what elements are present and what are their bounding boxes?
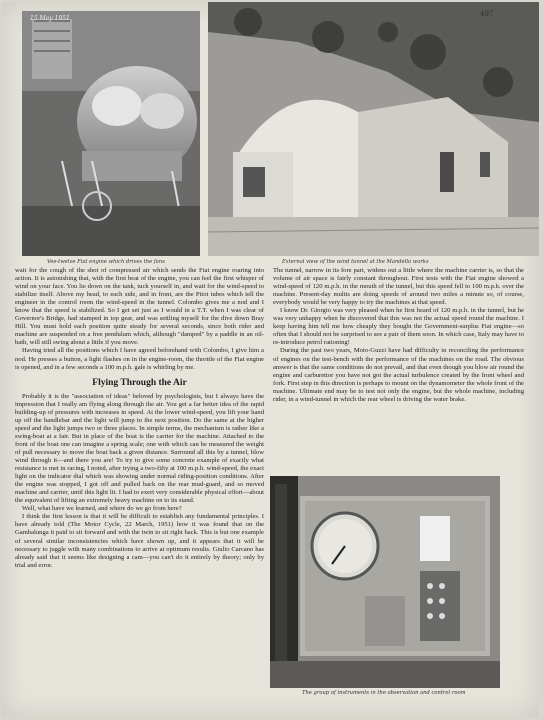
page-number: 497 <box>480 10 494 18</box>
paragraph: The tunnel, narrow in its fore part, widens out a little where the machine carrier is, so that the volume of air space is fairly constant throughout. First tests with the Fiat engine showed a wind-speed of 120 m.p.h. in the mouth of the tunnel, but this speed fell to 100 m.p.h. over the machine. Present-day multis are doing speeds of around two miles a minute so, of course, everybody would be very happy to try the machines at that speed. <box>273 267 524 307</box>
paragraph: Having tried all the positions which I have agreed beforehand with Colombo, I give him a nod. He presses a button, a light flashes on in the engine-room, the throttle of the Fiat engine is opened, and in a few seconds a 100 m.p.h. gale is whirling by me. <box>15 347 264 371</box>
date-stamp: 15 May 1951 <box>30 15 70 22</box>
instruments-illustration <box>270 476 500 688</box>
paragraph: Well, what have we learned, and where do we go from here? <box>22 505 182 513</box>
tunnel-caption: External view of the wind tunnel at the Mandello works <box>282 259 429 265</box>
left-column <box>15 267 264 570</box>
paragraph: wait for the cough of the shot of compressed air which sends the Fiat engine roaring into action. It is astonishing that, with the first beat of the engine, you can feel the first whisper of wind on your face. You lie down on the tank, tuck yourself in, and wait for the wind-speed to stabilize itself. Above my head, to each side, and in front, are the Pitot tubes which tell the engineer in the control room the wind-speed in the tunnel. Colombo gives me a nod and I know that the speed is stabilized. So I get set just as I would in a T.T. when I was clear of Governor's Bridge, had stamped in top gear, and was settling myself for the dive down Bray Hill. You must hold each position quite steady for several seconds, since both rider and machine are suspended on a free pendulum which, although "damped" by a paddle in an oil-bath, will still swing about a little if you move. <box>15 267 264 347</box>
engine-caption: Vee-twelve Fiat engine which drives the fans <box>47 259 165 265</box>
instruments-caption: The group of instruments in the observation and control room <box>302 690 466 696</box>
right-column <box>273 267 524 404</box>
section-heading: Flying Through the Air <box>92 377 187 388</box>
paragraph: I know Dr. Giorgio was very pleased when he first heard of 120 m.p.h. in the tunnel, but he was very unhappy when he discovered that this was not the actual speed round the machine. I keep having him tell me how cheaply they bought the Government-surplus Fiat engine—so often that I should not be surprised to see a pair of them soon. In which case, Italy may have to re-introduce petrol rationing! <box>273 307 524 347</box>
paragraph: Probably it is the "association of ideas" beloved by psychologists, but I always have the impression that I really am flying along through the air. You get a far better idea of the rapid building-up of pressures with increases in speed. At the lower wind-speed, you lift your hand up off the handlebar and the light will jump to the next position. Do the same at the higher speed and the light jumps two or three places. In simple terms, the mechanism is rather like a swing-boat at a fair. But in place of the boat is the carrier for the machine. Attached to the front of the boat one can imagine a spring scale; one with which can be measured the weight of pull necessary to move the boat back a given distance. Surround all this by a tunnel, blow wind through it—and there you are! To try to give some concrete example of exactly what resistance is met in racing, I noted, after trying a two-fifty at 100 m.p.h. wind-speed, the exact light on the indicator dial which was showing under normal riding-position conditions. After the engine was stopped, I got off and pulled back on the rear mud-guard, and so moved machine and carrier, until this light lit. I had to exert very considerable physical effort—about the equivalent of lifting an extremely heavy machine on to its stand. <box>15 392 264 505</box>
engine-photo <box>22 11 200 256</box>
tunnel-illustration <box>208 2 539 256</box>
paragraph: I think the first lesson is that it will be difficult to establish any fundamental principles. I have already told (The Motor Cycle, 22 March, 1951) how it was found that on the Gambalunga it paid to sit forward and with the twin to sit right back. This is but one example of several similar inconsistencies which have shown up, and it appears that it will be necessary to juggle with many combinations to arrive at optimum results. Giulio Carcano has already said that it seems like designing a cam—you can't do it entirely by theory; only by trial and error. <box>15 513 264 569</box>
instruments-photo <box>270 476 500 688</box>
paragraph: During the past two years, Moto-Guzzi have had difficulty in reconciling the performance of engines on the test-bench with the performance of the machines on the road. The obvious answer is that the same conditions do not prevail, and that even though you blow air round the engine and carburettor you have not got the actual turbulence created by the front wheel and fork. First step in this direction is perhaps to mount on the dynamometer the whole front of the machine. Ultimate end may be to test not only the engine, but the whole machine, including rider, in a wind-tunnel in which the rear wheel is driving the water brake. <box>273 347 524 403</box>
tunnel-photo <box>208 2 539 256</box>
engine-illustration <box>22 11 200 256</box>
magazine-page <box>2 2 539 717</box>
